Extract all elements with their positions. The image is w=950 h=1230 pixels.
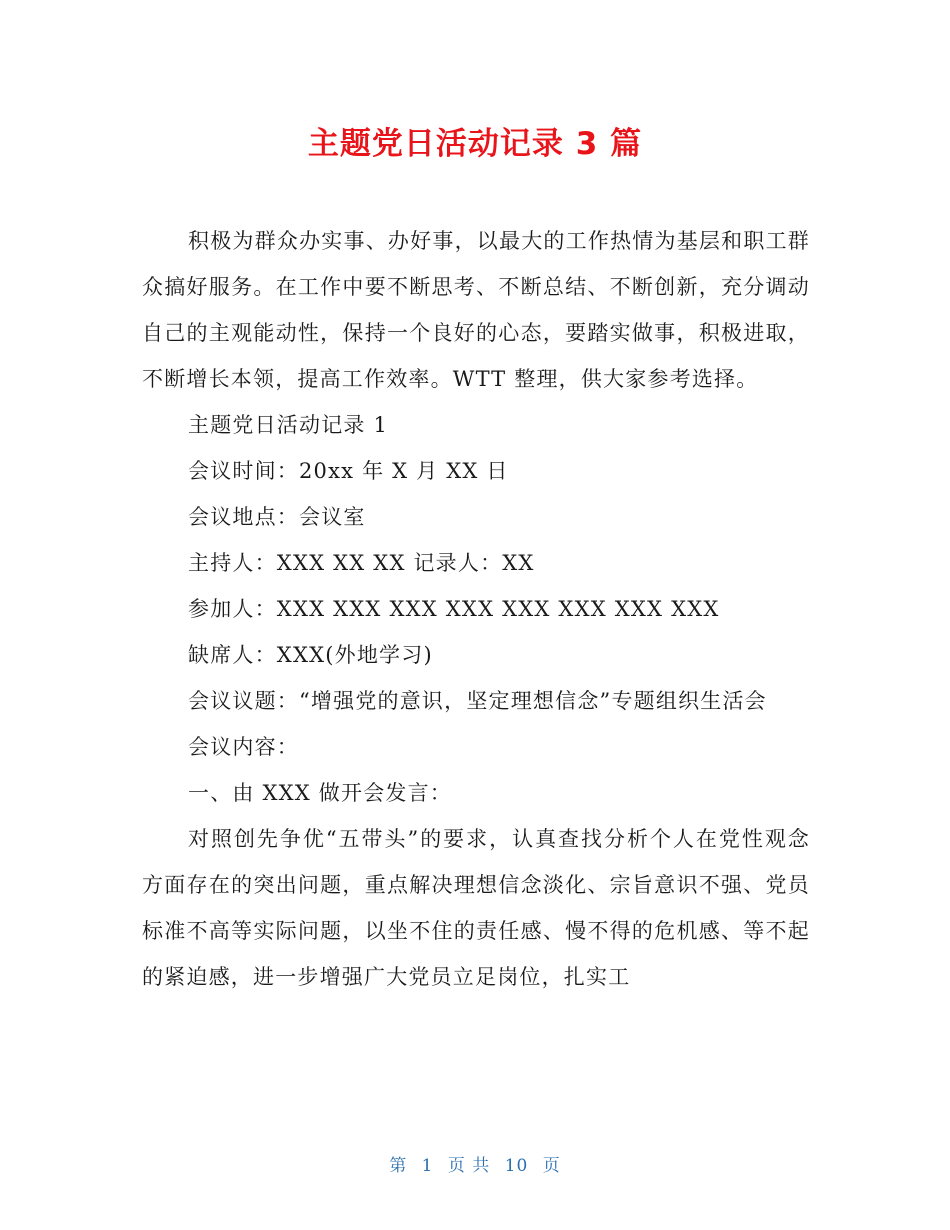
- footer-middle: 页 共: [447, 1156, 491, 1176]
- footer-total-pages: 10: [504, 1156, 529, 1176]
- footer-current-page: 1: [421, 1156, 434, 1176]
- meeting-topic: 会议议题：“增强党的意识，坚定理想信念”专题组织生活会: [188, 689, 767, 713]
- intro-paragraph: 积极为群众办实事、办好事，以最大的工作热情为基层和职工群众搞好服务。在工作中要不断思考、不断总结、不断创新，充分调动自己的主观能动性，保持一个良好的心态，要踏实做事，积极进取，不断增长本领，提高工作效率。WTT 整理，供大家参考选择。: [142, 229, 810, 391]
- meeting-content-label: 会议内容：: [188, 735, 299, 759]
- speech-heading: 一、由 XXX 做开会发言：: [188, 781, 453, 805]
- speech-paragraph: 对照创先争优“五带头”的要求，认真查找分析个人在党性观念方面存在的突出问题，重点解决理想信念淡化、宗旨意识不强、党员标准不高等实际问题，以坐不住的责任感、慢不得的危机感、等不起的紧迫感，进一步增强广大党员立足岗位，扎实工: [142, 827, 810, 989]
- footer-suffix: 页: [542, 1156, 561, 1176]
- section-heading: 主题党日活动记录 1: [188, 413, 389, 437]
- meeting-location: 会议地点：会议室: [188, 505, 366, 529]
- document-title: 主题党日活动记录 3 篇: [307, 126, 643, 162]
- meeting-time: 会议时间：20xx 年 X 月 XX 日: [188, 459, 509, 483]
- footer-prefix: 第: [389, 1156, 408, 1176]
- page-number-footer: [0, 1151, 950, 1176]
- meeting-host-recorder: 主持人：XXX XX XX 记录人：XX: [188, 551, 535, 575]
- document-body: [142, 218, 810, 1000]
- meeting-attendees: 参加人：XXX XXX XXX XXX XXX XXX XXX XXX: [188, 597, 720, 621]
- meeting-absentees: 缺席人：XXX(外地学习): [188, 643, 433, 667]
